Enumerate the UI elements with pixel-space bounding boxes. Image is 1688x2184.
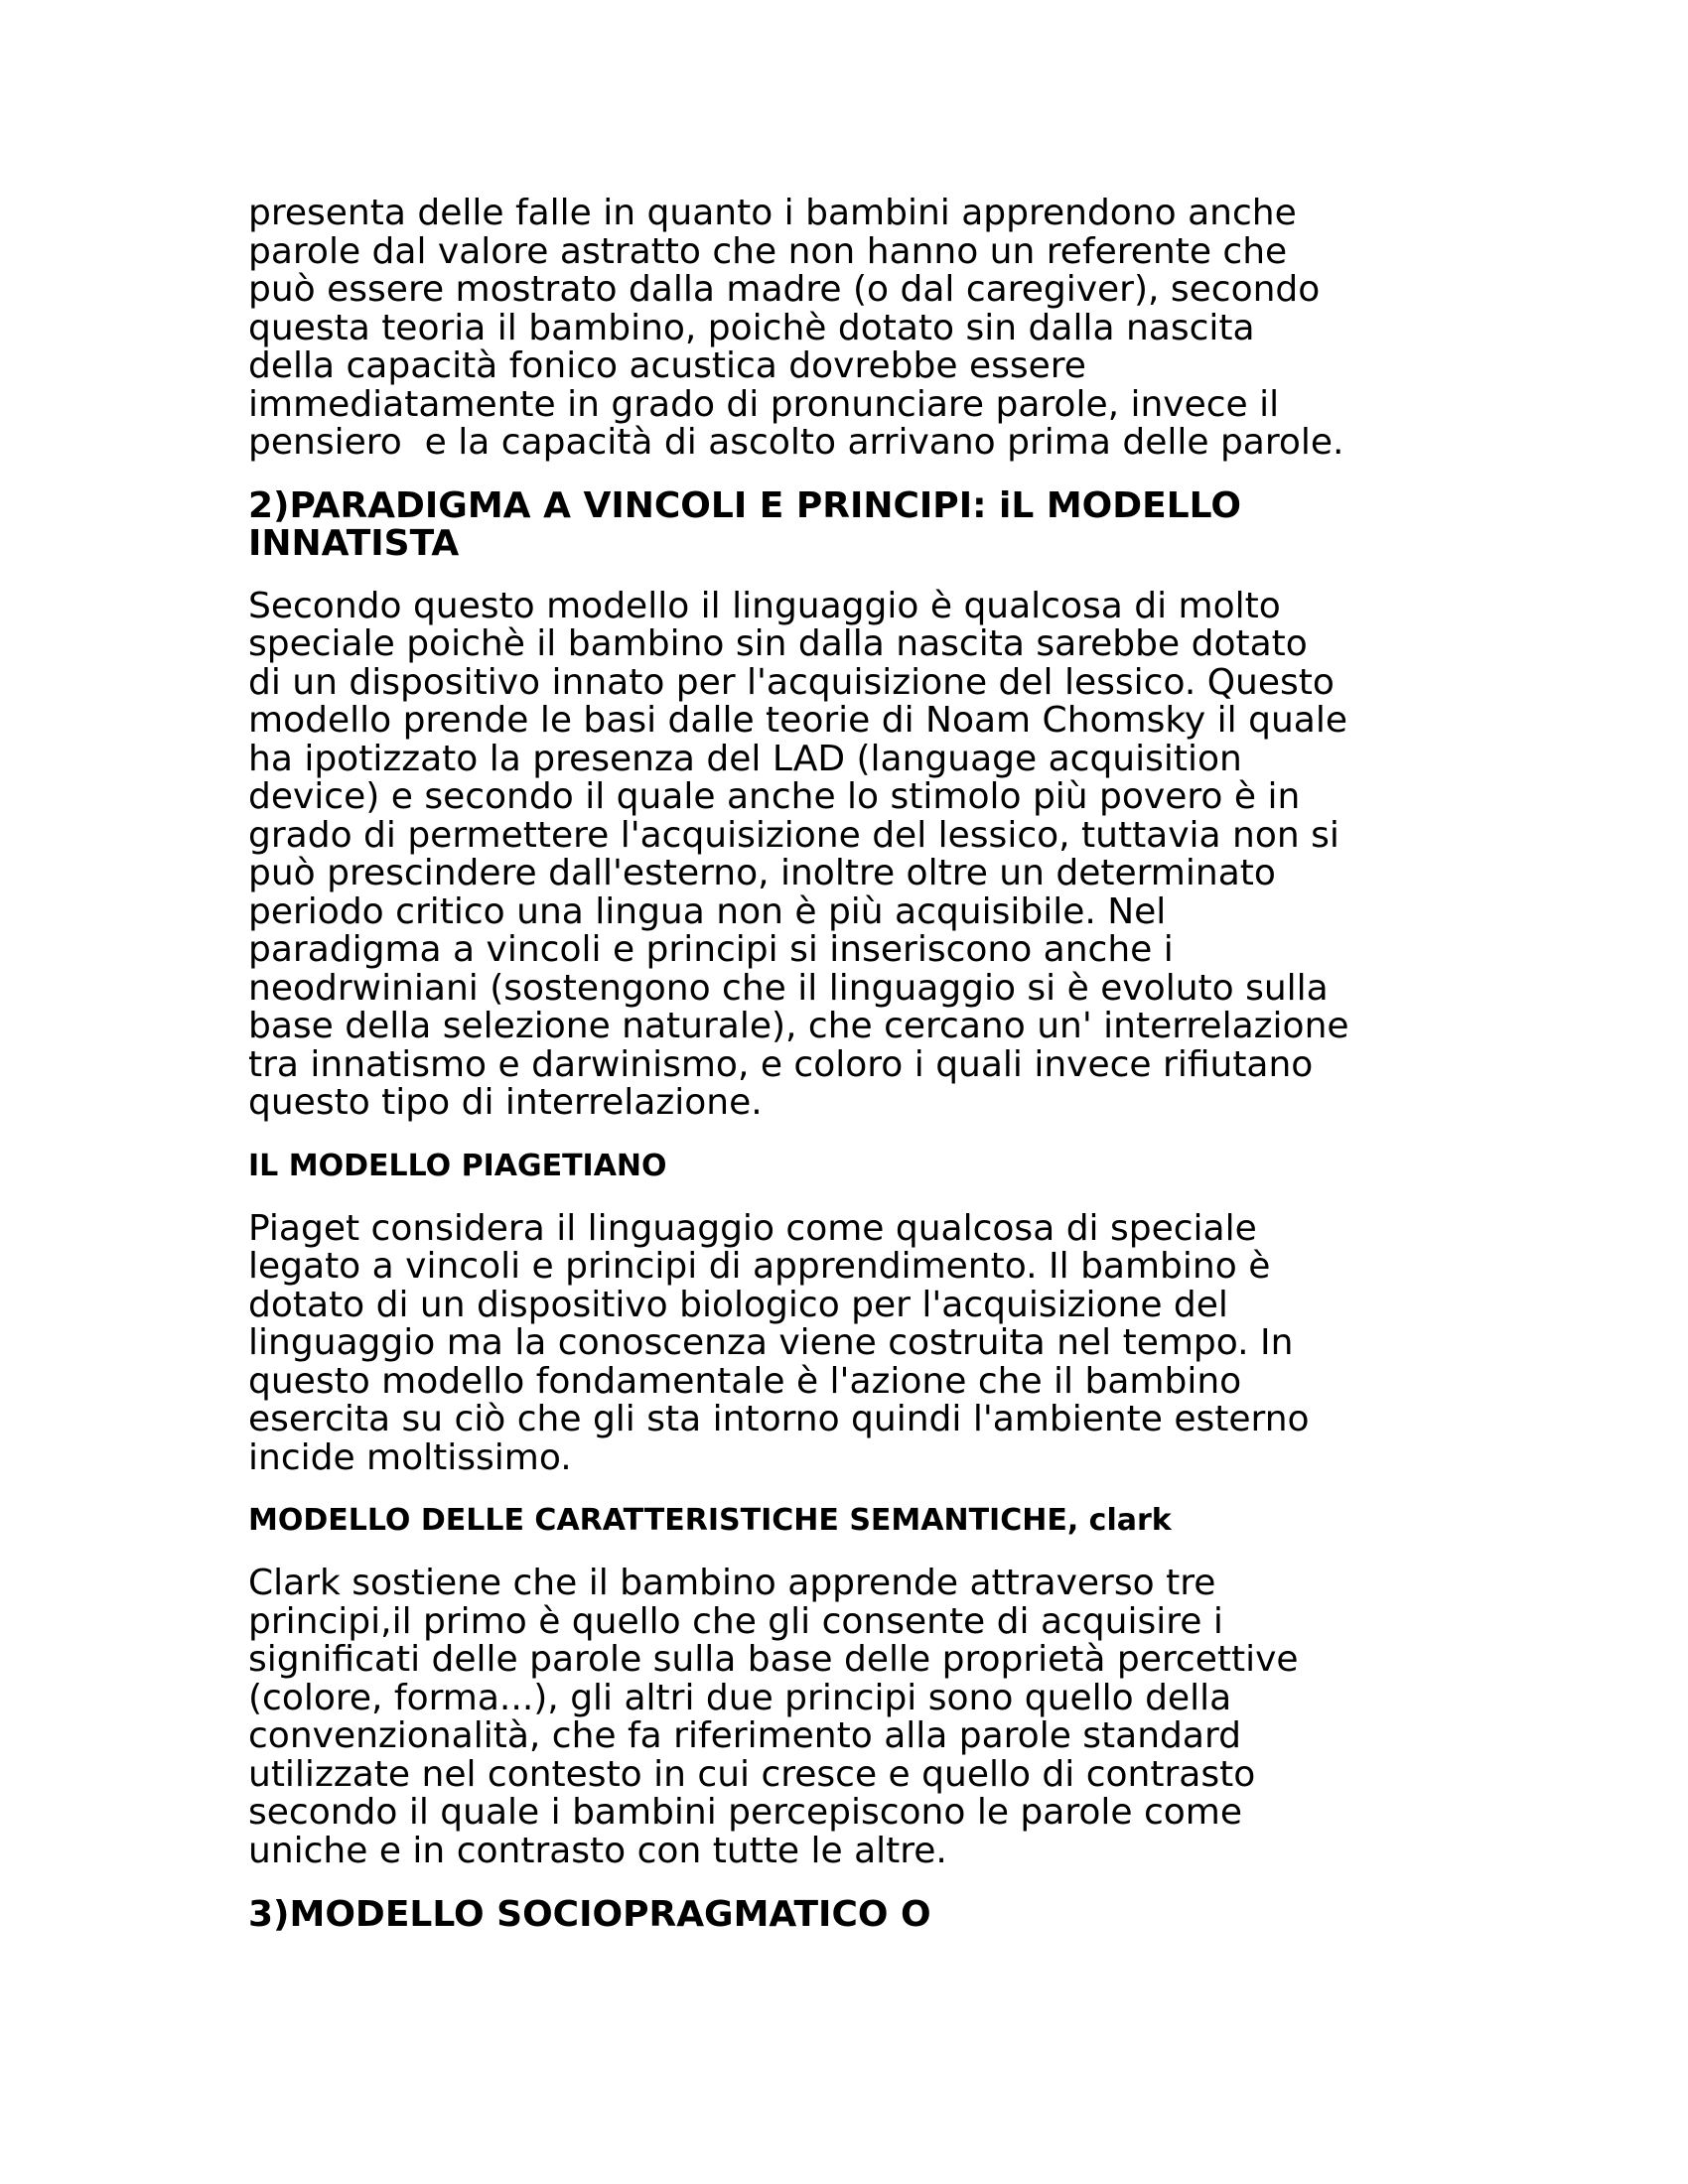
text-line: linguaggio ma la conoscenza viene costruita nel tempo. In bbox=[248, 1322, 1294, 1363]
text-line: paradigma a vincoli e principi si inseriscono anche i bbox=[248, 929, 1174, 970]
text-line: della capacità fonico acustica dovrebbe essere bbox=[248, 345, 1086, 386]
text-line: ha ipotizzato la presenza del LAD (language acquisition bbox=[248, 738, 1242, 779]
text-line: può prescindere dall'esterno, inoltre oltre un determinato bbox=[248, 853, 1276, 893]
text-line: convenzionalità, che fa riferimento alla parole standard bbox=[248, 1715, 1241, 1756]
text-line: periodo critico una lingua non è più acquisibile. Nel bbox=[248, 890, 1167, 932]
text-line: parole dal valore astratto che non hanno un referente che bbox=[248, 230, 1288, 272]
text-line: incide moltissimo. bbox=[248, 1436, 572, 1478]
text-line: secondo il quale i bambini percepiscono le parole come bbox=[248, 1792, 1243, 1833]
text-line: Secondo questo modello il linguaggio è qualcosa di molto bbox=[248, 585, 1281, 626]
text-line: (colore, forma...), gli altri due principi sono quello della bbox=[248, 1677, 1232, 1718]
text-line: tra innatismo e darwinismo, e coloro i quali invece rifiutano bbox=[248, 1043, 1314, 1085]
heading-line: 2)PARADIGMA A VINCOLI E PRINCIPI: iL MODELLO bbox=[248, 484, 1241, 526]
heading-innatist-model bbox=[248, 484, 1460, 564]
text-line: utilizzate nel contesto in cui cresce e quello di contrasto bbox=[248, 1753, 1256, 1795]
text-line: significati delle parole sulla base delle proprietà percettive bbox=[248, 1639, 1299, 1680]
document-page bbox=[248, 195, 1460, 1934]
text-line: device) e secondo il quale anche lo stimolo più povero è in bbox=[248, 776, 1301, 817]
text-line: può essere mostrato dalla madre (o dal caregiver), secondo bbox=[248, 269, 1321, 310]
text-line: base della selezione naturale), che cercano un' interrelazione bbox=[248, 1006, 1349, 1046]
text-line: Clark sostiene che il bambino apprende attraverso tre bbox=[248, 1563, 1216, 1603]
text-line: principi,il primo è quello che gli consente di acquisire i bbox=[248, 1600, 1223, 1642]
paragraph-continuation bbox=[248, 195, 1460, 463]
text-line: modello prende le basi dalle teorie di Noam Chomsky il quale bbox=[248, 700, 1347, 741]
heading-sociopragmatic-model: 3)MODELLO SOCIOPRAGMATICO O bbox=[248, 1894, 931, 1935]
text-line: Piaget considera il linguaggio come qualcosa di speciale bbox=[248, 1207, 1257, 1249]
text-line: uniche e in contrasto con tutte le altre. bbox=[248, 1830, 947, 1871]
text-line: speciale poichè il bambino sin dalla nascita sarebbe dotato bbox=[248, 623, 1308, 664]
text-line: dotato di un dispositivo biologico per l'acquisizione del bbox=[248, 1284, 1228, 1325]
paragraph-innatist bbox=[248, 585, 1460, 1123]
text-line: questo modello fondamentale è l'azione che il bambino bbox=[248, 1360, 1242, 1402]
text-line: neodrwiniani (sostengono che il linguaggio si è evoluto sulla bbox=[248, 967, 1329, 1009]
paragraph-clark bbox=[248, 1565, 1460, 1870]
text-line: esercita su ciò che gli sta intorno quindi l'ambiente esterno bbox=[248, 1399, 1310, 1439]
heading-clark-model: MODELLO DELLE CARATTERISTICHE SEMANTICHE, clark bbox=[248, 1503, 1172, 1538]
text-line: presenta delle falle in quanto i bambini apprendono anche bbox=[248, 193, 1297, 233]
heading-line: INNATISTA bbox=[248, 522, 460, 564]
text-line: legato a vincoli e principi di apprendimento. Il bambino è bbox=[248, 1246, 1271, 1287]
text-line: pensiero e la capacità di ascolto arrivano prima delle parole. bbox=[248, 422, 1344, 463]
text-line: immediatamente in grado di pronunciare parole, invece il bbox=[248, 383, 1280, 425]
text-line: di un dispositivo innato per l'acquisizione del lessico. Questo bbox=[248, 661, 1335, 703]
paragraph-piaget bbox=[248, 1207, 1460, 1478]
text-line: questa teoria il bambino, poichè dotato sin dalla nascita bbox=[248, 307, 1255, 348]
text-line: grado di permettere l'acquisizione del lessico, tuttavia non si bbox=[248, 814, 1339, 856]
text-line: questo tipo di interrelazione. bbox=[248, 1082, 763, 1123]
heading-piaget-model: IL MODELLO PIAGETIANO bbox=[248, 1148, 667, 1183]
